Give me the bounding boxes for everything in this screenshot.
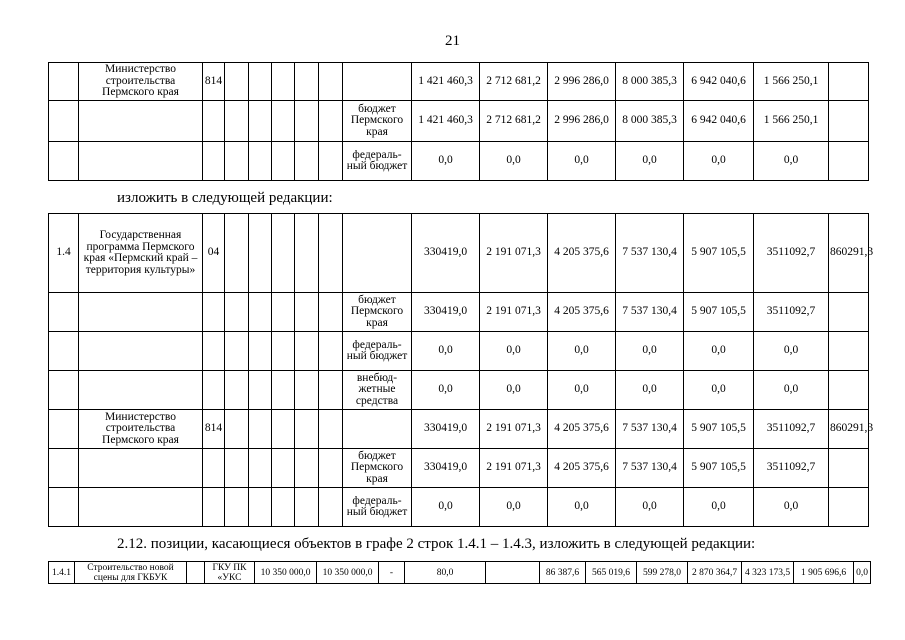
value-cell: 0,0 — [480, 332, 548, 371]
value-cell: 1 905 696,6 — [794, 562, 854, 584]
name-cell — [79, 371, 203, 410]
instruction-paragraph-2-12: 2.12. позиции, касающиеся объектов в графе 2 строк 1.4.1 – 1.4.3, изложить в следующей редакции: — [117, 536, 756, 552]
value-cell: 0,0 — [754, 371, 829, 410]
value-cell: 2 712 681,2 — [480, 63, 548, 101]
value-cell: 330419,0 — [412, 449, 480, 488]
value-cell — [829, 332, 869, 371]
table-row — [49, 142, 869, 181]
table-row — [49, 449, 869, 488]
value-cell: 3511092,7 — [754, 449, 829, 488]
budget-table-old — [48, 62, 869, 181]
code-cell — [203, 371, 225, 410]
value-cell: 0,0 — [412, 332, 480, 371]
source-cell: федераль-ный бюджет — [343, 142, 412, 181]
value-cell: 860291,3 — [829, 214, 869, 293]
value-cell — [829, 371, 869, 410]
row-number-cell — [49, 293, 79, 332]
value-cell — [829, 449, 869, 488]
value-cell: 0,0 — [616, 142, 684, 181]
value-cell — [829, 293, 869, 332]
source-cell: федераль-ный бюджет — [343, 488, 412, 527]
value-cell: 0,0 — [548, 371, 616, 410]
code-cell: 814 — [203, 63, 225, 101]
value-cell: 0,0 — [548, 142, 616, 181]
value-cell: 7 537 130,4 — [616, 214, 684, 293]
source-cell: федераль-ный бюджет — [343, 332, 412, 371]
value-cell: 0,0 — [480, 488, 548, 527]
value-cell: 4 205 375,6 — [548, 410, 616, 449]
value-cell: 2 996 286,0 — [548, 101, 616, 142]
value-cell: 2 996 286,0 — [548, 63, 616, 101]
row-number-cell — [49, 371, 79, 410]
value-cell: 0,0 — [754, 142, 829, 181]
value-cell: 1 566 250,1 — [754, 63, 829, 101]
value-cell: 3511092,7 — [754, 214, 829, 293]
source-cell — [343, 63, 412, 101]
table-row — [49, 488, 869, 527]
name-cell — [79, 101, 203, 142]
source-cell: бюджет Пермского края — [343, 449, 412, 488]
source-cell: бюджет Пермского края — [343, 293, 412, 332]
value-cell: 0,0 — [684, 332, 754, 371]
value-cell: 0,0 — [412, 371, 480, 410]
value-cell: 2 712 681,2 — [480, 101, 548, 142]
value-cell: 8 000 385,3 — [616, 63, 684, 101]
code-cell — [203, 101, 225, 142]
value-cell: 0,0 — [616, 332, 684, 371]
value-cell: 330419,0 — [412, 410, 480, 449]
value-cell: 5 907 105,5 — [684, 410, 754, 449]
name-cell — [79, 293, 203, 332]
value-cell: 2 191 071,3 — [480, 410, 548, 449]
row-number-cell — [49, 101, 79, 142]
value-cell: 0,0 — [480, 142, 548, 181]
code-cell — [203, 488, 225, 527]
name-cell — [79, 142, 203, 181]
row-number-cell — [49, 488, 79, 527]
value-cell: 2 191 071,3 — [480, 293, 548, 332]
value-cell: 1 421 460,3 — [412, 101, 480, 142]
code-cell — [203, 449, 225, 488]
value-cell: 7 537 130,4 — [616, 410, 684, 449]
table-row — [49, 371, 869, 410]
value-cell: 0,0 — [684, 488, 754, 527]
value-cell: 80,0 — [405, 562, 486, 584]
value-cell — [829, 101, 869, 142]
row-number-cell: 1.4.1 — [49, 562, 75, 584]
value-cell: 1 421 460,3 — [412, 63, 480, 101]
value-cell: 5 907 105,5 — [684, 214, 754, 293]
table-row — [49, 410, 869, 449]
value-cell: - — [379, 562, 405, 584]
source-cell: внебюд-жетные средства — [343, 371, 412, 410]
table-row — [49, 293, 869, 332]
code-cell: 814 — [203, 410, 225, 449]
value-cell: 0,0 — [616, 488, 684, 527]
value-cell: 0,0 — [854, 562, 871, 584]
value-cell: 10 350 000,0 — [317, 562, 379, 584]
value-cell: 0,0 — [412, 488, 480, 527]
value-cell: 10 350 000,0 — [255, 562, 317, 584]
instruction-paragraph: изложить в следующей редакции: — [117, 190, 333, 206]
table-row — [49, 562, 871, 584]
row-number-cell — [49, 63, 79, 101]
value-cell — [829, 142, 869, 181]
value-cell: 1 566 250,1 — [754, 101, 829, 142]
value-cell: 565 019,6 — [586, 562, 637, 584]
value-cell: 3511092,7 — [754, 410, 829, 449]
value-cell: 4 205 375,6 — [548, 293, 616, 332]
value-cell: 86 387,6 — [540, 562, 586, 584]
objects-table — [48, 561, 871, 584]
value-cell: 2 870 364,7 — [688, 562, 742, 584]
name-cell — [79, 449, 203, 488]
table-row — [49, 101, 869, 142]
table-row — [49, 63, 869, 101]
name-cell — [79, 488, 203, 527]
value-cell: 3511092,7 — [754, 293, 829, 332]
value-cell: 7 537 130,4 — [616, 449, 684, 488]
name-cell: Государственная программа Пермского края «Пермский край – территория культуры» — [79, 214, 203, 293]
row-number-cell: 1.4 — [49, 214, 79, 293]
code-cell: 04 — [203, 214, 225, 293]
value-cell: 0,0 — [412, 142, 480, 181]
name-cell — [79, 332, 203, 371]
row-number-cell — [49, 332, 79, 371]
value-cell: 0,0 — [684, 371, 754, 410]
code-cell — [203, 142, 225, 181]
value-cell: 330419,0 — [412, 214, 480, 293]
table-row — [49, 332, 869, 371]
row-number-cell — [49, 449, 79, 488]
value-cell: 0,0 — [684, 142, 754, 181]
value-cell: 8 000 385,3 — [616, 101, 684, 142]
customer-cell: ГКУ ПК «УКС — [205, 562, 255, 584]
value-cell — [829, 488, 869, 527]
value-cell: 0,0 — [616, 371, 684, 410]
row-number-cell — [49, 410, 79, 449]
value-cell: 2 191 071,3 — [480, 214, 548, 293]
value-cell: 2 191 071,3 — [480, 449, 548, 488]
table-row — [49, 214, 869, 293]
value-cell: 5 907 105,5 — [684, 293, 754, 332]
name-cell: Министерство строительства Пермского края — [79, 410, 203, 449]
value-cell: 6 942 040,6 — [684, 101, 754, 142]
page-number: 21 — [445, 33, 460, 49]
value-cell: 4 205 375,6 — [548, 214, 616, 293]
value-cell: 4 205 375,6 — [548, 449, 616, 488]
value-cell: 0,0 — [480, 371, 548, 410]
value-cell: 7 537 130,4 — [616, 293, 684, 332]
object-name-cell: Строительство новой сцены для ГКБУК — [75, 562, 187, 584]
code-cell — [203, 293, 225, 332]
source-cell: бюджет Пермского края — [343, 101, 412, 142]
row-number-cell — [49, 142, 79, 181]
source-cell — [343, 214, 412, 293]
value-cell: 330419,0 — [412, 293, 480, 332]
value-cell: 4 323 173,5 — [742, 562, 794, 584]
value-cell: 599 278,0 — [637, 562, 688, 584]
value-cell: 0,0 — [754, 332, 829, 371]
source-cell — [343, 410, 412, 449]
value-cell — [829, 63, 869, 101]
name-cell: Министерство строительства Пермского края — [79, 63, 203, 101]
value-cell: 6 942 040,6 — [684, 63, 754, 101]
code-cell — [203, 332, 225, 371]
value-cell: 0,0 — [548, 488, 616, 527]
value-cell — [486, 562, 540, 584]
value-cell: 5 907 105,5 — [684, 449, 754, 488]
value-cell: 0,0 — [754, 488, 829, 527]
value-cell: 0,0 — [548, 332, 616, 371]
budget-table-new — [48, 213, 874, 527]
value-cell: 860291,3 — [829, 410, 869, 449]
